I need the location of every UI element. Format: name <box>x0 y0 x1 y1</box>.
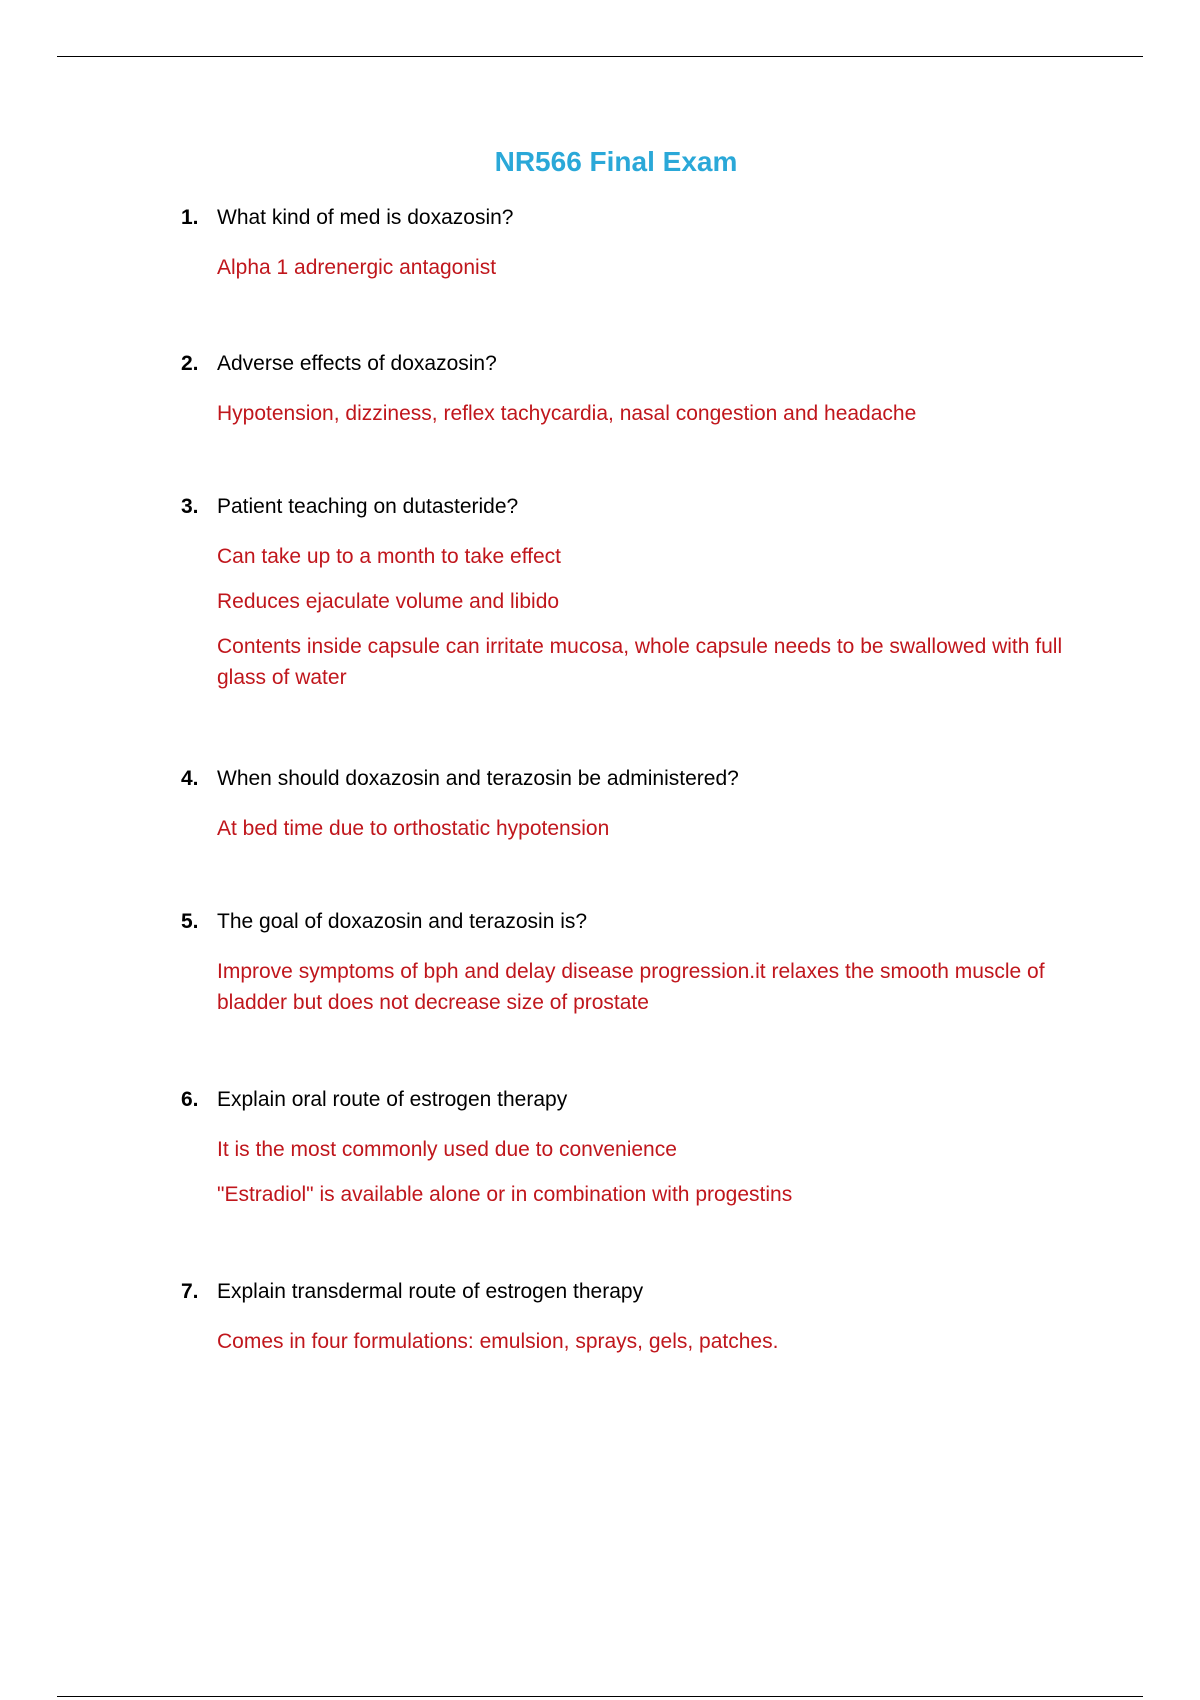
answer-text: Can take up to a month to take effect <box>217 545 561 568</box>
question-item <box>181 493 1100 693</box>
question-item <box>181 765 1100 844</box>
question-text: Patient teaching on dutasteride? <box>217 495 519 518</box>
question-text: The goal of doxazosin and terazosin is? <box>217 910 588 933</box>
page-title: NR566 Final Exam <box>494 146 738 177</box>
question-number: 1. <box>181 206 199 229</box>
bottom-rule <box>57 1696 1143 1697</box>
question-number: 7. <box>181 1280 199 1303</box>
question-item <box>181 1086 1100 1210</box>
question-text: What kind of med is doxazosin? <box>217 206 514 229</box>
question-number: 4. <box>181 767 199 790</box>
top-rule <box>57 56 1143 57</box>
answer-text: Comes in four formulations: emulsion, sprays, gels, patches. <box>217 1330 779 1353</box>
question-number: 3. <box>181 495 199 518</box>
question-item <box>181 1278 1100 1357</box>
question-item <box>181 204 1100 283</box>
answer-text: Hypotension, dizziness, reflex tachycardia, nasal congestion and headache <box>217 402 917 425</box>
answer-text: It is the most commonly used due to convenience <box>217 1138 677 1161</box>
answer-text: "Estradiol" is available alone or in combination with progestins <box>217 1183 793 1206</box>
question-number: 6. <box>181 1088 199 1111</box>
answer-text: Reduces ejaculate volume and libido <box>217 590 560 613</box>
question-number: 2. <box>181 352 199 375</box>
question-text: Explain oral route of estrogen therapy <box>217 1088 568 1111</box>
question-text: When should doxazosin and terazosin be administered? <box>217 767 739 790</box>
question-item <box>181 908 1100 1018</box>
question-number: 5. <box>181 910 199 933</box>
question-text: Adverse effects of doxazosin? <box>217 352 497 375</box>
question-text: Explain transdermal route of estrogen therapy <box>217 1280 644 1303</box>
question-item <box>181 350 1100 429</box>
answer-text: At bed time due to orthostatic hypotension <box>217 817 610 840</box>
answer-text: Alpha 1 adrenergic antagonist <box>217 256 497 279</box>
answer-text: Contents inside capsule can irritate mucosa, whole capsule needs to be swallowed with full glass of water <box>217 635 1063 689</box>
answer-text: Improve symptoms of bph and delay disease progression.it relaxes the smooth muscle of bladder but does not decrease size of prostate <box>217 960 1045 1014</box>
